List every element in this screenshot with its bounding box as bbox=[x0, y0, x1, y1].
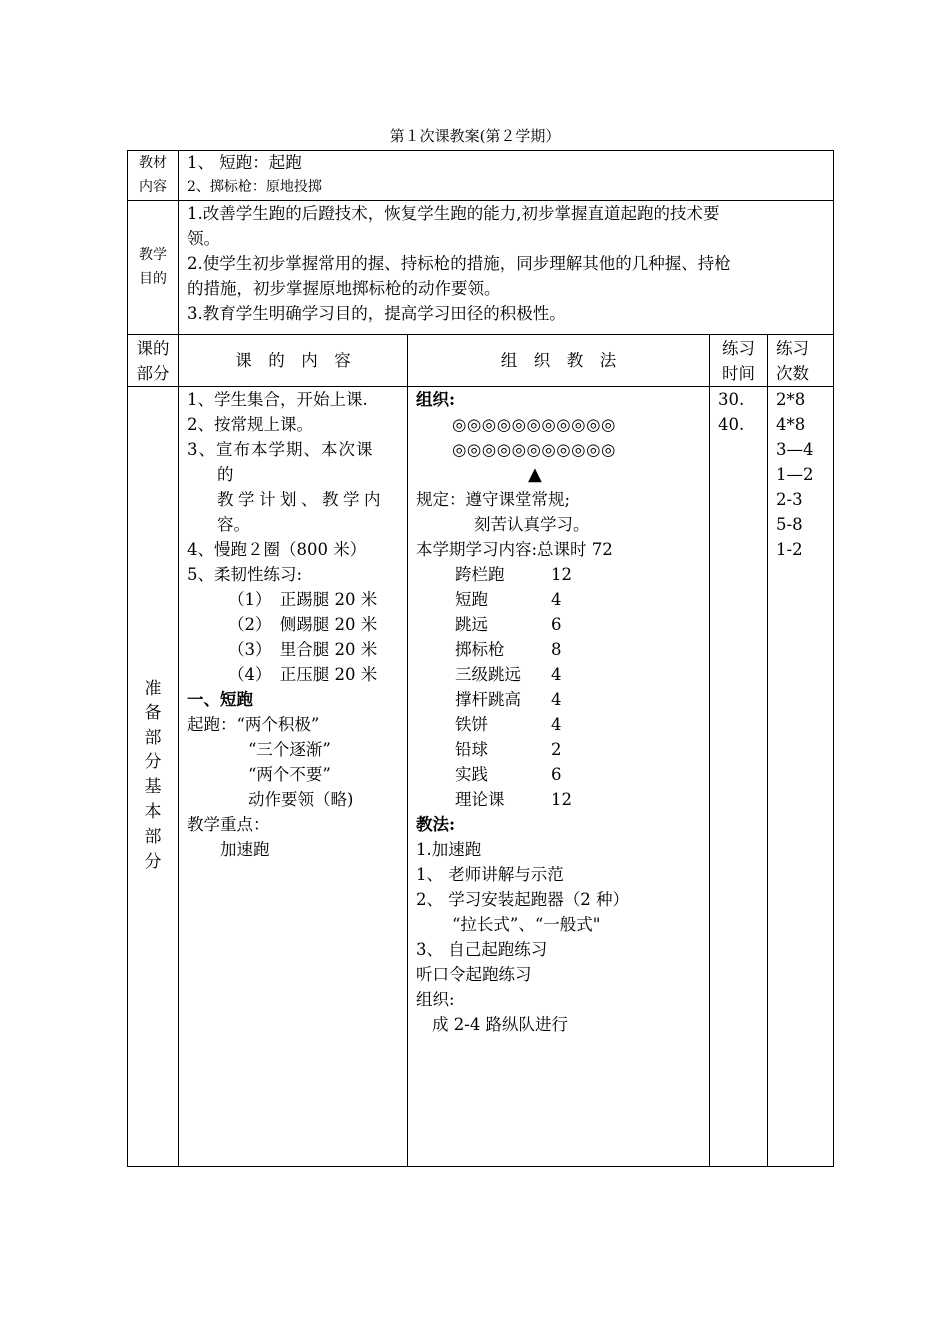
part-char: 备 bbox=[144, 703, 162, 723]
part-char: 本 bbox=[144, 802, 162, 822]
section-teaching-material-label bbox=[128, 151, 178, 199]
teacher-position-icon: ▲ bbox=[528, 464, 542, 485]
content-line: （1） 正踢腿 20 米 bbox=[228, 590, 378, 609]
schedule-hours: 6 bbox=[551, 615, 562, 634]
goal-line: 2.使学生初步掌握常用的握、持标枪的措施，同步理解其他的几种握、持枪 bbox=[187, 254, 731, 273]
formation-row: ◎◎◎◎◎◎◎◎◎◎◎ bbox=[452, 415, 616, 434]
semester-content: 本学期学习内容:总课时 72 bbox=[416, 540, 613, 559]
content-line: （4） 正压腿 20 米 bbox=[228, 665, 378, 684]
content-line: 容。 bbox=[217, 515, 250, 534]
page-title: 第１次课教案(第２学期） bbox=[389, 127, 561, 145]
schedule-hours: 2 bbox=[551, 740, 562, 759]
organization-label: 组织: bbox=[416, 390, 456, 409]
goal-line: 的措施，初步掌握原地掷标枪的动作要领。 bbox=[187, 279, 501, 298]
schedule-name: 短跑 bbox=[455, 590, 488, 609]
schedule-hours: 12 bbox=[551, 565, 572, 584]
schedule-name: 三级跳远 bbox=[455, 665, 521, 684]
goal-line: 领。 bbox=[187, 229, 220, 248]
practice-count: 3—4 bbox=[776, 440, 814, 459]
method-line: 1.加速跑 bbox=[416, 840, 482, 859]
label-line: 内容 bbox=[139, 179, 167, 195]
method-line: “拉长式”、“一般式" bbox=[452, 915, 601, 934]
practice-count: 1-2 bbox=[776, 540, 803, 559]
schedule-name: 铅球 bbox=[455, 740, 488, 759]
goal-line: 3.教育学生明确学习目的，提高学习田径的积极性。 bbox=[187, 304, 566, 323]
col-divider bbox=[767, 334, 768, 1167]
content-line: 3、宣布本学期、本次课 bbox=[187, 440, 374, 459]
practice-time: 30. bbox=[718, 390, 745, 409]
part-char: 部 bbox=[144, 827, 162, 847]
part-char: 分 bbox=[144, 852, 162, 872]
col-divider bbox=[407, 334, 408, 1167]
schedule-hours: 6 bbox=[551, 765, 562, 784]
header-line: 次数 bbox=[776, 364, 809, 383]
border-right bbox=[833, 150, 834, 1167]
label-line: 目的 bbox=[139, 271, 167, 287]
schedule-hours: 4 bbox=[551, 690, 562, 709]
method-line: 3、 自己起跑练习 bbox=[416, 940, 548, 959]
content-line: 起跑：“两个积极” bbox=[187, 715, 320, 734]
method-line: 2、 学习安装起跑器（2 种） bbox=[416, 890, 629, 909]
schedule-name: 掷标枪 bbox=[455, 640, 505, 659]
content-line: 1、学生集合，开始上课. bbox=[187, 390, 368, 409]
formation-row: ◎◎◎◎◎◎◎◎◎◎◎ bbox=[452, 440, 616, 459]
content-line: “三个逐渐” bbox=[248, 740, 331, 759]
teaching-method-label: 教法: bbox=[416, 815, 456, 834]
header-line: 时间 bbox=[722, 364, 755, 383]
content-line: 2、按常规上课。 bbox=[187, 415, 313, 434]
part-char: 准 bbox=[144, 679, 162, 699]
section-heading: 一、短跑 bbox=[187, 690, 253, 709]
goal-line: 1.改善学生跑的后蹬技术，恢复学生跑的能力,初步掌握直道起跑的技术要 bbox=[187, 204, 720, 223]
schedule-name: 跳远 bbox=[455, 615, 488, 634]
method-line: 1、 老师讲解与示范 bbox=[416, 865, 564, 884]
content-line: 教学计划、教学内 bbox=[217, 490, 385, 509]
header-content: 课 的 内 容 bbox=[235, 351, 351, 370]
content-line: 加速跑 bbox=[220, 840, 270, 859]
header-part bbox=[128, 336, 178, 386]
schedule-name: 跨栏跑 bbox=[455, 565, 505, 584]
practice-count: 2*8 bbox=[776, 390, 806, 409]
method-line: 听口令起跑练习 bbox=[416, 965, 532, 984]
method-line: 成 2-4 路纵队进行 bbox=[432, 1015, 569, 1034]
content-line: 动作要领（略) bbox=[248, 790, 354, 809]
schedule-hours: 12 bbox=[551, 790, 572, 809]
schedule-name: 实践 bbox=[455, 765, 488, 784]
part-char: 部 bbox=[144, 728, 162, 748]
method-line: 组织: bbox=[416, 990, 455, 1009]
header-line: 部分 bbox=[136, 364, 170, 383]
header-line: 课的 bbox=[136, 339, 170, 358]
header-line: 练习 bbox=[776, 339, 809, 358]
border-left bbox=[127, 150, 128, 1167]
header-practice-time bbox=[710, 336, 767, 386]
content-line: 5、柔韧性练习: bbox=[187, 565, 303, 584]
schedule-hours: 4 bbox=[551, 715, 562, 734]
header-line: 练习 bbox=[722, 339, 755, 358]
teaching-material-item: 1、 短跑：起跑 bbox=[187, 153, 302, 172]
section-teaching-goal-label bbox=[128, 243, 178, 291]
content-line: 教学重点： bbox=[187, 815, 270, 834]
content-line: “两个不要” bbox=[248, 765, 331, 784]
practice-count: 2-3 bbox=[776, 490, 803, 509]
part-char: 基 bbox=[144, 777, 162, 797]
schedule-name: 理论课 bbox=[455, 790, 505, 809]
practice-count: 1—2 bbox=[776, 465, 814, 484]
schedule-hours: 4 bbox=[551, 665, 562, 684]
content-line: 4、慢跑２圈（800 米） bbox=[187, 540, 367, 559]
col-divider bbox=[178, 150, 179, 1167]
content-line: （3） 里合腿 20 米 bbox=[228, 640, 378, 659]
label-line: 教材 bbox=[139, 155, 167, 171]
rule-line: 刻苦认真学习。 bbox=[474, 515, 590, 534]
practice-count: 5-8 bbox=[776, 515, 803, 534]
practice-count: 4*8 bbox=[776, 415, 806, 434]
header-practice-count bbox=[776, 336, 809, 386]
teaching-material-item: 2、掷标枪：原地投掷 bbox=[187, 179, 322, 195]
row-divider bbox=[127, 334, 834, 335]
practice-time: 40. bbox=[718, 415, 745, 434]
header-method: 组 织 教 法 bbox=[500, 351, 617, 370]
border-bottom bbox=[127, 1166, 834, 1167]
label-line: 教学 bbox=[139, 247, 167, 263]
schedule-name: 铁饼 bbox=[455, 715, 488, 734]
content-line: （2） 侧踢腿 20 米 bbox=[228, 615, 378, 634]
schedule-hours: 4 bbox=[551, 590, 562, 609]
rule-line: 规定：遵守课堂常规; bbox=[416, 490, 571, 509]
content-line: 的 bbox=[217, 465, 234, 484]
part-char: 分 bbox=[144, 752, 162, 772]
schedule-hours: 8 bbox=[551, 640, 562, 659]
schedule-name: 撑杆跳高 bbox=[455, 690, 521, 709]
col-divider bbox=[709, 334, 710, 1167]
